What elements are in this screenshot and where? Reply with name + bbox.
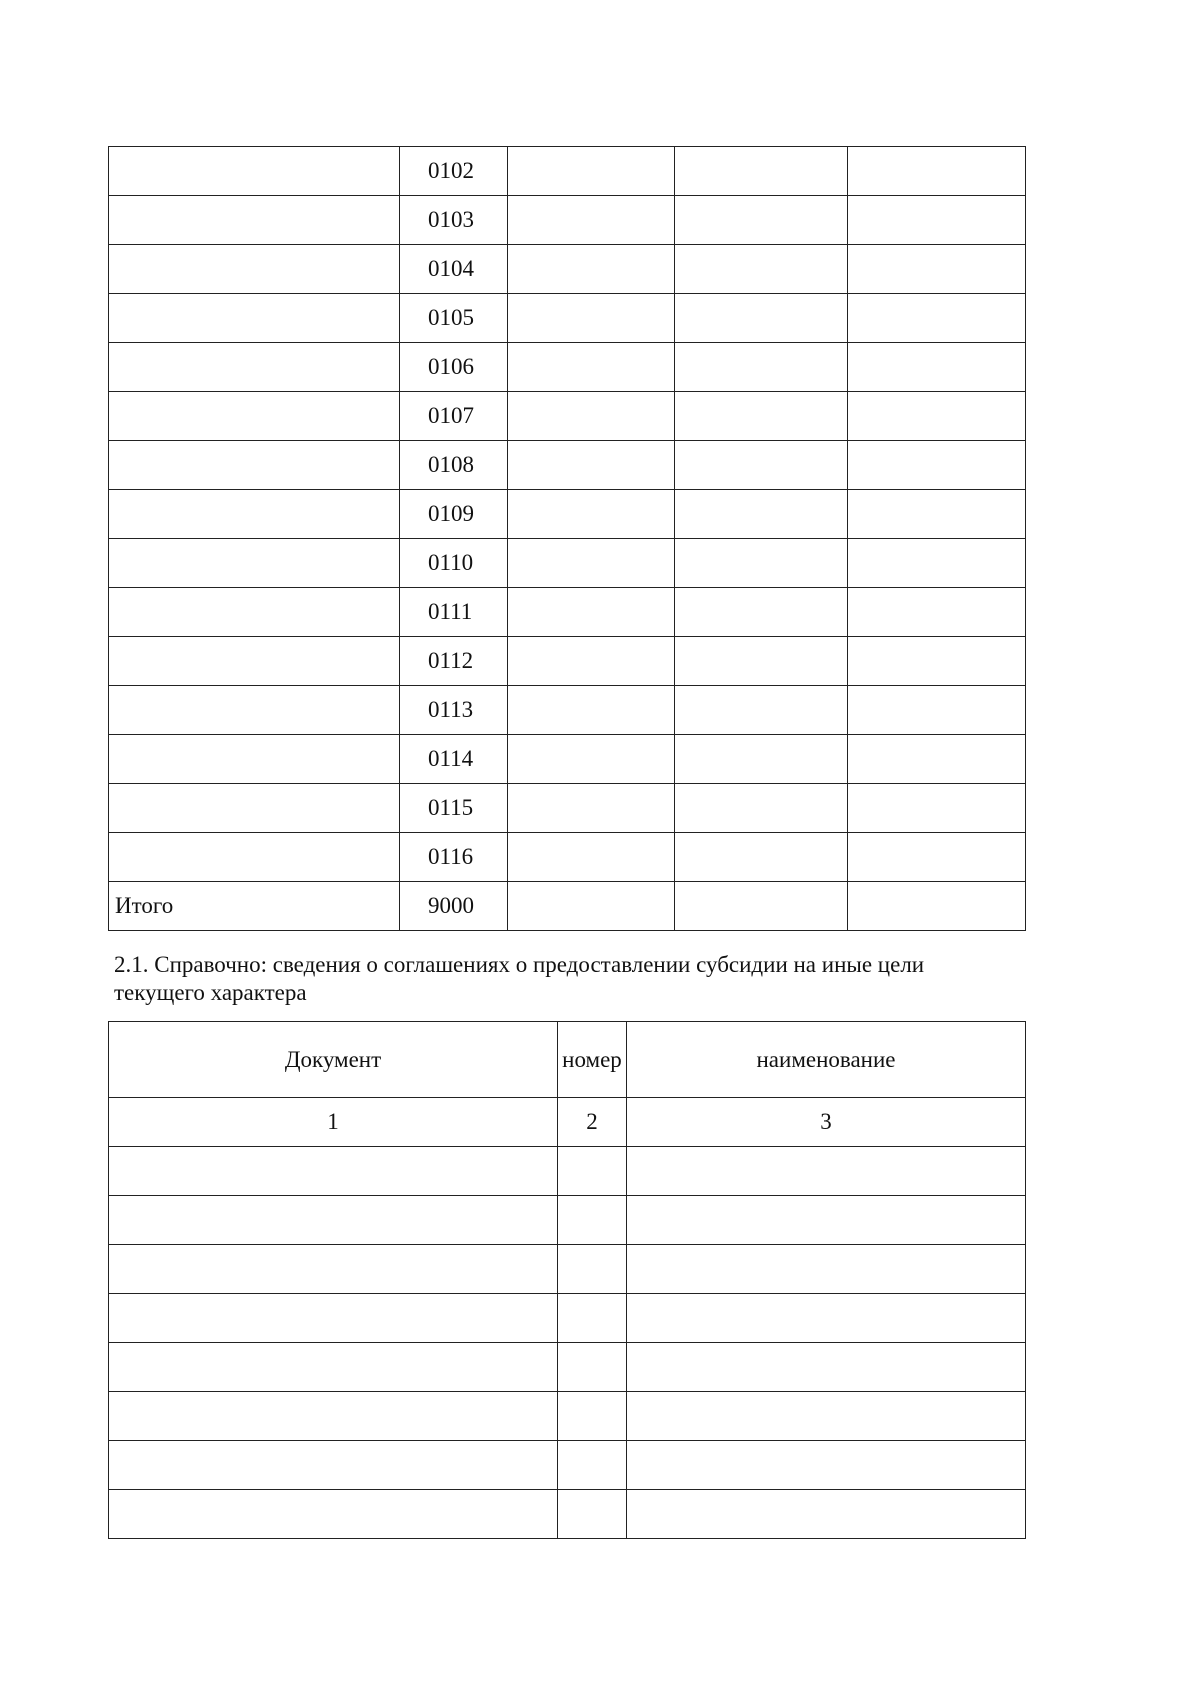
- row-name-cell: [109, 245, 400, 294]
- row-code-cell: 0114: [400, 735, 508, 784]
- row-name-cell: [109, 784, 400, 833]
- value-cell: [848, 343, 1026, 392]
- value-cell: [848, 539, 1026, 588]
- row-name-cell: [109, 343, 400, 392]
- column-number-2: 2: [558, 1098, 627, 1147]
- empty-cell: [109, 1245, 558, 1294]
- value-cell: [675, 686, 848, 735]
- table-row: [109, 294, 1026, 343]
- value-cell: [848, 637, 1026, 686]
- empty-cell: [109, 1392, 558, 1441]
- row-code-cell: 0107: [400, 392, 508, 441]
- value-cell: [848, 588, 1026, 637]
- empty-cell: [109, 1294, 558, 1343]
- value-cell: [508, 588, 675, 637]
- empty-cell: [627, 1147, 1026, 1196]
- value-cell: [508, 686, 675, 735]
- empty-cell: [627, 1343, 1026, 1392]
- empty-cell: [627, 1392, 1026, 1441]
- row-name-cell: [109, 637, 400, 686]
- row-code-cell: 0110: [400, 539, 508, 588]
- table-row: [109, 441, 1026, 490]
- table-row: [109, 343, 1026, 392]
- empty-cell: [558, 1392, 627, 1441]
- main-table-body: [109, 147, 1026, 931]
- row-name-cell: [109, 392, 400, 441]
- value-cell: [848, 196, 1026, 245]
- value-cell: [508, 343, 675, 392]
- row-code-cell: 0111: [400, 588, 508, 637]
- row-code-cell: 0108: [400, 441, 508, 490]
- value-cell: [675, 735, 848, 784]
- column-number-1: 1: [109, 1098, 558, 1147]
- value-cell: [675, 245, 848, 294]
- value-cell: [848, 833, 1026, 882]
- table-row: [109, 539, 1026, 588]
- value-cell: [848, 490, 1026, 539]
- empty-cell: [109, 1147, 558, 1196]
- empty-cell: [558, 1245, 627, 1294]
- table-row: [109, 1294, 1026, 1343]
- table-row: [109, 784, 1026, 833]
- table-row: [109, 490, 1026, 539]
- value-cell: [508, 196, 675, 245]
- value-cell: [848, 441, 1026, 490]
- value-cell: [848, 784, 1026, 833]
- value-cell: [848, 392, 1026, 441]
- table-row: [109, 735, 1026, 784]
- value-cell: [675, 147, 848, 196]
- row-name-cell: [109, 147, 400, 196]
- value-cell: [848, 686, 1026, 735]
- value-cell: [675, 637, 848, 686]
- value-cell: [848, 294, 1026, 343]
- row-name-cell: Итого: [109, 882, 400, 931]
- row-name-cell: [109, 490, 400, 539]
- row-code-cell: 0105: [400, 294, 508, 343]
- empty-cell: [627, 1490, 1026, 1539]
- section-title: 2.1. Справочно: сведения о соглашениях о предоставлении субсидии на иные цели текущего характера: [114, 952, 925, 1005]
- row-code-cell: 0104: [400, 245, 508, 294]
- empty-cell: [109, 1490, 558, 1539]
- value-cell: [508, 637, 675, 686]
- value-cell: [508, 882, 675, 931]
- empty-cell: [109, 1196, 558, 1245]
- value-cell: [675, 196, 848, 245]
- value-cell: [675, 441, 848, 490]
- empty-cell: [627, 1441, 1026, 1490]
- value-cell: [508, 294, 675, 343]
- empty-cell: [558, 1441, 627, 1490]
- value-cell: [675, 588, 848, 637]
- empty-cell: [627, 1245, 1026, 1294]
- row-code-cell: 0115: [400, 784, 508, 833]
- empty-cell: [558, 1490, 627, 1539]
- row-name-cell: [109, 833, 400, 882]
- header-name: наименование: [627, 1022, 1026, 1098]
- table-row: [109, 1147, 1026, 1196]
- value-cell: [848, 147, 1026, 196]
- table-row: [109, 882, 1026, 931]
- table-row: [109, 1245, 1026, 1294]
- empty-cell: [558, 1343, 627, 1392]
- agreements-header-row: [109, 1022, 1026, 1098]
- value-cell: [508, 147, 675, 196]
- table-row: [109, 245, 1026, 294]
- table-row: [109, 392, 1026, 441]
- row-code-cell: 0106: [400, 343, 508, 392]
- row-name-cell: [109, 588, 400, 637]
- empty-cell: [558, 1147, 627, 1196]
- header-number: номер: [558, 1022, 627, 1098]
- empty-cell: [627, 1294, 1026, 1343]
- row-code-cell: 0102: [400, 147, 508, 196]
- value-cell: [508, 392, 675, 441]
- table-row: [109, 1490, 1026, 1539]
- value-cell: [848, 245, 1026, 294]
- table-row: [109, 1392, 1026, 1441]
- column-number-3: 3: [627, 1098, 1026, 1147]
- value-cell: [508, 833, 675, 882]
- value-cell: [508, 735, 675, 784]
- row-name-cell: [109, 294, 400, 343]
- row-name-cell: [109, 539, 400, 588]
- row-name-cell: [109, 441, 400, 490]
- column-numbers-row: [109, 1098, 1026, 1147]
- row-code-cell: 0116: [400, 833, 508, 882]
- table-row: [109, 1441, 1026, 1490]
- row-name-cell: [109, 735, 400, 784]
- value-cell: [508, 441, 675, 490]
- row-code-cell: 9000: [400, 882, 508, 931]
- value-cell: [675, 833, 848, 882]
- row-code-cell: 0112: [400, 637, 508, 686]
- table-row: [109, 196, 1026, 245]
- header-document: Документ: [109, 1022, 558, 1098]
- value-cell: [508, 784, 675, 833]
- table-row: [109, 147, 1026, 196]
- empty-cell: [558, 1294, 627, 1343]
- table-row: [109, 1343, 1026, 1392]
- row-code-cell: 0109: [400, 490, 508, 539]
- row-name-cell: [109, 686, 400, 735]
- value-cell: [508, 490, 675, 539]
- empty-cell: [109, 1343, 558, 1392]
- row-name-cell: [109, 196, 400, 245]
- value-cell: [675, 539, 848, 588]
- table-row: [109, 637, 1026, 686]
- value-cell: [848, 882, 1026, 931]
- row-code-cell: 0103: [400, 196, 508, 245]
- value-cell: [508, 539, 675, 588]
- agreements-table: [108, 1021, 1026, 1539]
- main-table: [108, 146, 1026, 931]
- value-cell: [675, 343, 848, 392]
- row-code-cell: 0113: [400, 686, 508, 735]
- empty-cell: [627, 1196, 1026, 1245]
- value-cell: [675, 882, 848, 931]
- table-row: [109, 686, 1026, 735]
- table-row: [109, 1196, 1026, 1245]
- empty-cell: [558, 1196, 627, 1245]
- value-cell: [675, 294, 848, 343]
- table-row: [109, 588, 1026, 637]
- agreements-table-body: [109, 1022, 1026, 1539]
- value-cell: [675, 784, 848, 833]
- value-cell: [675, 392, 848, 441]
- empty-cell: [109, 1441, 558, 1490]
- value-cell: [508, 245, 675, 294]
- value-cell: [848, 735, 1026, 784]
- value-cell: [675, 490, 848, 539]
- table-row: [109, 833, 1026, 882]
